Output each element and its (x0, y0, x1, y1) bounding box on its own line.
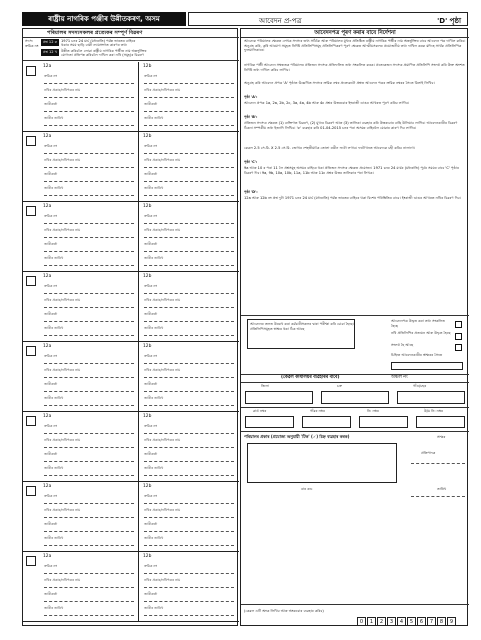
field-line[interactable] (44, 321, 134, 322)
signature-label: সাক্ষৰ (437, 435, 446, 439)
field-label: জাৰীকৰ্তা (44, 382, 58, 386)
field-line[interactable] (144, 153, 234, 154)
answer-12b-label: 12b (143, 344, 152, 349)
verification-box (247, 319, 355, 349)
field-label: জাৰীৰ তাৰিখ (44, 186, 64, 190)
field-line[interactable] (44, 83, 134, 84)
footer-label: (কেৱল এটি অংক লিখিব আৰু অংকবোৰ ব্যৱহাৰ কৰিব) (244, 609, 324, 613)
serial-number-box[interactable] (26, 136, 36, 146)
field-line[interactable] (144, 321, 234, 322)
field-line[interactable] (44, 405, 134, 406)
member-row (23, 342, 239, 412)
field-line[interactable] (44, 97, 134, 98)
field-label: নথিৰ প্ৰকাৰ/নথিপত্ৰৰ নাম (44, 298, 81, 302)
part-b-label: পৃষ্ঠা 'B': (244, 115, 258, 119)
field-label: জাৰীৰ তাৰিখ (44, 256, 64, 260)
field-line[interactable] (144, 587, 234, 588)
field-line[interactable] (144, 167, 234, 168)
field-label: নথিৰ প্ৰকাৰ/নথিপত্ৰৰ নাম (44, 578, 81, 582)
field-label: নথিৰ প্ৰকাৰ/নথিপত্ৰৰ নাম (144, 228, 181, 232)
field-line[interactable] (44, 111, 134, 112)
instruction-para-5: প্ৰতিজন সদস্যৰ ক্ষেত্ৰত (1) ব্যক্তিগত বিৱৰণ, (2) মুখ্যৰ বিৱৰণ আৰু (3) তালিকা ব্যৱহাৰ কৰি উত্তৰবোৰ বাছি উলিয়াব লাগিব। আবেদনকাৰীৰ বিৱৰণ ঠিকনা সম্পৰ্কীয় তথ্য ইত্যাদি লিখিব। 'ক' ব্যৱহাৰ কৰি 01-04-2015 চনৰ পৰা অসমৰ বাহিৰলৈ যোৱাৰ কাৰণ দিব লাগিব। (244, 121, 458, 130)
field-line[interactable] (44, 181, 134, 182)
field-line[interactable] (44, 377, 134, 378)
check-2-label: নথি প্ৰতিলিপিৰ প্ৰত্যয়ন আৰু উদ্ধৃত হৈছে (391, 331, 451, 335)
member-row (23, 202, 239, 272)
signature2-label: প্ৰতিপাদক (421, 451, 436, 455)
office-column-label: উ/ম নি: নম্বৰ (424, 409, 443, 413)
field-label: জাৰীকৰ্তা (144, 592, 158, 596)
office-column-label: গাঁও/চহৰ (413, 384, 427, 388)
answer-12b-label: 12b (143, 554, 152, 559)
answer-12a-cell[interactable] (41, 272, 139, 342)
digit-cell: 2 (377, 617, 386, 626)
form-type-box (188, 12, 468, 26)
receipt-box[interactable] (247, 443, 397, 483)
field-line[interactable] (144, 251, 234, 252)
field-label: জাৰীকৰ্তা (144, 522, 158, 526)
field-label: নথিৰ প্ৰকাৰ/নথিপত্ৰৰ নাম (44, 438, 81, 442)
answer-12a-label: 12a (43, 204, 52, 209)
field-line[interactable] (144, 223, 234, 224)
field-line[interactable] (44, 433, 134, 434)
receipt-prompt: পৰিয়ালৰ প্ৰকাৰ (প্ৰযোজ্য অনুযায়ী 'টিক' (✓) চিহ্ন ব্যৱহাৰ কৰক) (244, 434, 350, 439)
check-2-box[interactable] (455, 333, 462, 340)
field-label: জাৰীৰ তাৰিখ (144, 466, 164, 470)
q12b-text-2: যোগ্যতা প্ৰতিপন্ন কৰিবলৈ দাখিল কৰা নথি (সমূহ)ৰ বিৱৰণ (61, 53, 144, 57)
field-line[interactable] (44, 363, 134, 364)
field-line[interactable] (44, 307, 134, 308)
serial-number-box[interactable] (26, 66, 36, 76)
field-label: জাৰীৰ তাৰিখ (144, 396, 164, 400)
field-label: জাৰীকৰ্তা (144, 242, 158, 246)
field-label: ক্ৰমিক নং (144, 494, 158, 498)
part-d-label: পৃষ্ঠা 'D': (244, 190, 258, 194)
field-line[interactable] (144, 237, 234, 238)
office-column-label: চক্ৰ (337, 384, 342, 388)
member-row (23, 482, 239, 552)
page-label: 'D' পৃষ্ঠা (437, 17, 461, 25)
digit-cell: 6 (417, 617, 426, 626)
answer-12b-cell[interactable] (141, 132, 239, 202)
member-row (23, 552, 239, 622)
field-line[interactable] (44, 237, 134, 238)
office-column-label: গাঁৱৰ নম্বৰ (310, 409, 325, 413)
field-label: জাৰীৰ তাৰিখ (144, 256, 164, 260)
digit-cell: 0 (357, 617, 366, 626)
field-label: ক্ৰমিক নং (144, 354, 158, 358)
serial-number-box[interactable] (26, 486, 36, 496)
field-line[interactable] (144, 601, 234, 602)
answer-12a-label: 12a (43, 274, 52, 279)
field-line[interactable] (44, 531, 134, 532)
digit-cell: 7 (427, 617, 436, 626)
field-label: ক্ৰমিক নং (144, 284, 158, 288)
barcode-label: বাৰ কড (301, 487, 313, 491)
field-label: জাৰীকৰ্তা (44, 592, 58, 596)
field-line[interactable] (144, 461, 234, 462)
field-line[interactable] (44, 265, 134, 266)
office-field-box[interactable] (245, 391, 313, 404)
answer-12a-label: 12a (43, 414, 52, 419)
instruction-para-1: আবেদক পৰিয়ালৰ ক্ষেত্ৰত লেখক সদস্যৰ তথ্য সঠিকৈ আৰু পৰিয়ালৰ মুখ্যৰ প্ৰতিষ্ঠিত ৰাষ্ট্ৰীয় নাগৰিক পঞ্জীৰ নাম অন্তৰ্ভুক্তিৰ বাবে আবেদন পত্ৰ দাখিল কৰিব। অনুগ্ৰহ কৰি, কৃষি আয়োগ সমূহত নিৰ্দিষ্ট প্ৰতিলিপিসমূহ প্ৰতিলিপিকৰণ পূৰণ ক্ষেত্ৰত আত্মীয়সকলৰ প্ৰয়োজনীয় তথ্য দাখিল কৰক যদিহে সাৰ্থক প্ৰতিলিপিক ফুলমালিকাৰে। (244, 39, 466, 53)
field-label: জাৰীৰ তাৰিখ (144, 606, 164, 610)
field-label: ক্ৰমিক নং (144, 424, 158, 428)
field-label: ক্ৰমিক নং (44, 494, 58, 498)
field-line[interactable] (144, 335, 234, 336)
field-label: জাৰীকৰ্তা (44, 102, 58, 106)
answer-12b-cell[interactable] (141, 412, 239, 482)
serial-number-box[interactable] (26, 276, 36, 286)
digit-cell: 1 (367, 617, 376, 626)
sign-note: চিহ্নিত আবেদনকাৰীৰ স্বাক্ষৰৰ সৈতে (391, 353, 443, 357)
field-label: ক্ৰমিক নং (44, 214, 58, 218)
answer-12b-cell[interactable] (141, 482, 239, 552)
field-line[interactable] (144, 531, 234, 532)
field-label: জাৰীৰ তাৰিখ (44, 396, 64, 400)
field-line[interactable] (44, 615, 134, 616)
date-label: তাৰিখ (437, 487, 447, 491)
serial-label: সদস্য ক্ৰমিক নং (25, 39, 39, 48)
field-line[interactable] (144, 405, 234, 406)
instructions-panel (240, 28, 468, 626)
answer-12a-label: 12a (43, 134, 52, 139)
answer-12a-cell[interactable] (41, 552, 139, 622)
field-line[interactable] (144, 265, 234, 266)
member-row (23, 272, 239, 342)
field-label: নথিৰ প্ৰকাৰ/নথিপত্ৰৰ নাম (44, 508, 81, 512)
office-field-box[interactable] (359, 416, 408, 428)
field-line[interactable] (44, 391, 134, 392)
field-line[interactable] (144, 545, 234, 546)
field-label: জাৰীৰ তাৰিখ (144, 186, 164, 190)
answer-12b-label: 12b (143, 64, 152, 69)
field-line[interactable] (144, 293, 234, 294)
field-line[interactable] (144, 391, 234, 392)
field-label: জাৰীকৰ্তা (144, 452, 158, 456)
answer-12b-label: 12b (143, 414, 152, 419)
office-field-box[interactable] (397, 391, 465, 404)
field-label: নথিৰ প্ৰকাৰ/নথিপত্ৰৰ নাম (144, 438, 181, 442)
member-row (23, 62, 239, 132)
field-label: নথিৰ প্ৰকাৰ/নথিপত্ৰৰ নাম (144, 298, 181, 302)
office-field-box[interactable] (245, 416, 294, 428)
field-line[interactable] (144, 503, 234, 504)
answer-12a-cell[interactable] (41, 342, 139, 412)
field-label: নথিৰ প্ৰকাৰ/নথিপত্ৰৰ নাম (144, 508, 181, 512)
member-row (23, 132, 239, 202)
field-line[interactable] (144, 433, 234, 434)
field-label: জাৰীকৰ্তা (144, 312, 158, 316)
check-3-box[interactable] (455, 344, 462, 351)
district-label: অঞ্চল নং (391, 375, 408, 380)
office-field-box[interactable] (302, 416, 351, 428)
answer-12b-cell[interactable] (141, 272, 239, 342)
field-label: ক্ৰমিক নং (44, 74, 58, 78)
answer-12b-cell[interactable] (141, 202, 239, 272)
field-line[interactable] (44, 167, 134, 168)
field-label: ক্ৰমিক নং (44, 564, 58, 568)
office-field-box[interactable] (321, 391, 389, 404)
answer-12a-cell[interactable] (41, 412, 139, 482)
q12a-text-2: থকাৰ সময় ছাড়ি বাকী ন্যায়সংগত কাৰণৰ তথ্য (61, 43, 127, 47)
digit-cell: 9 (447, 617, 456, 626)
field-label: ক্ৰমিক নং (44, 424, 58, 428)
instruction-para-4: আবেদন প্ৰপত্ৰ 1a, 2a, 2b, 2c, 3a, 4a, 4b আৰু 4c প্ৰশ্নৰ উত্তৰবোৰ ইংৰাজী ডাঙৰ আখৰত পূৰণ কৰিব লাগিব। (244, 101, 410, 105)
field-label: জাৰীকৰ্তা (44, 522, 58, 526)
page-header (22, 12, 468, 26)
field-line[interactable] (44, 125, 134, 126)
field-line[interactable] (144, 125, 234, 126)
instruction-para-3: অনুগ্ৰহ কৰি আবেদন প্ৰপত্ৰ 'A' পৃষ্ঠাত উল্লেখিত সদস্যৰ ক্ৰমিক নম্বৰ প্ৰত্যেকটো প্ৰশ্নত আবেদন পত্ৰৰ ক্ৰমিক নম্বৰৰ সৈতে মিলাই লিখিব। (244, 81, 435, 85)
answer-12b-label: 12b (143, 484, 152, 489)
form-type: আবেদন প্ৰ-পত্ৰ (259, 17, 302, 25)
field-label: জাৰীৰ তাৰিখ (144, 326, 164, 330)
field-line[interactable] (44, 461, 134, 462)
field-label: জাৰীকৰ্তা (144, 102, 158, 106)
answer-12a-label: 12a (43, 554, 52, 559)
field-line[interactable] (44, 195, 134, 196)
field-label: জাৰীকৰ্তা (144, 382, 158, 386)
field-line[interactable] (44, 251, 134, 252)
serial-number-box[interactable] (26, 556, 36, 566)
field-line[interactable] (144, 111, 234, 112)
field-label: নথিৰ প্ৰকাৰ/নথিপত্ৰৰ নাম (44, 158, 81, 162)
field-label: জাৰীকৰ্তা (44, 452, 58, 456)
q12b-tag: প্ৰশ্ন 12 খ (42, 50, 58, 54)
check-1-label: আবেদনপত্ৰ উদ্ধৃত কৰা তথ্য সংকলিত হৈছে (391, 319, 445, 328)
digit-cell: 4 (397, 617, 406, 626)
field-label: ক্ৰমিক নং (144, 214, 158, 218)
office-column-label: নি: নম্বৰ (367, 409, 379, 413)
office-field-box[interactable] (416, 416, 465, 428)
field-line[interactable] (144, 447, 234, 448)
field-line[interactable] (144, 475, 234, 476)
field-line[interactable] (144, 573, 234, 574)
field-label: ক্ৰমিক নং (144, 564, 158, 568)
field-label: নথিৰ প্ৰকাৰ/নথিপত্ৰৰ নাম (44, 368, 81, 372)
part-a-label: পৃষ্ঠা 'A': (244, 95, 258, 99)
instructions-title: আবেদনপত্ৰ পূৰণ কৰাৰ বাবে নিৰ্দেশনা (314, 30, 396, 36)
digit-cell: 3 (387, 617, 396, 626)
field-label: নথিৰ প্ৰকাৰ/নথিপত্ৰৰ নাম (144, 88, 181, 92)
serial-number-box[interactable] (26, 416, 36, 426)
office-column-label: জিলা (261, 384, 269, 388)
answer-12a-label: 12a (43, 344, 52, 349)
answer-12b-cell[interactable] (141, 62, 239, 132)
field-line[interactable] (44, 601, 134, 602)
field-line[interactable] (44, 293, 134, 294)
answer-12b-label: 12b (143, 274, 152, 279)
field-label: ক্ৰমিক নং (44, 144, 58, 148)
field-line[interactable] (144, 97, 234, 98)
field-line[interactable] (44, 223, 134, 224)
field-label: জাৰীকৰ্তা (44, 242, 58, 246)
field-line[interactable] (144, 377, 234, 378)
check-3-label: সংলগ্ন হৈ আছে (391, 343, 414, 347)
field-label: নথিৰ প্ৰকাৰ/নথিপত্ৰৰ নাম (144, 158, 181, 162)
field-label: জাৰীকৰ্তা (44, 172, 58, 176)
answer-12b-label: 12b (143, 204, 152, 209)
serial-number-box[interactable] (26, 346, 36, 356)
answer-12a-cell[interactable] (41, 62, 139, 132)
field-line[interactable] (144, 615, 234, 616)
field-line[interactable] (144, 195, 234, 196)
field-label: জাৰীৰ তাৰিখ (44, 536, 64, 540)
field-line[interactable] (44, 475, 134, 476)
field-line[interactable] (144, 517, 234, 518)
answer-12a-label: 12a (43, 64, 52, 69)
field-line[interactable] (144, 363, 234, 364)
sign-box[interactable] (391, 362, 463, 370)
instruction-para-8: 12a আৰু 12b নং প্ৰশ্ন দুটা 1971 চনৰ 24 মাৰ্চ (মধ্যৰাতি) পৰ্যন্ত ভাৰতৰ বাহিৰে থকা বিশেষ পৰিস্থিতিৰ বাবে। ইংৰাজী ডাঙৰ আখৰত নথিৰ বিৱৰণ দিব। (244, 196, 461, 200)
answer-12a-cell[interactable] (41, 202, 139, 272)
q12a-text-1: 1971 চনৰ 24 মাৰ্চ (মধ্যৰাতি) পৰ্যন্ত ভাৰতৰ বাহিৰে (61, 39, 136, 43)
field-line[interactable] (44, 503, 134, 504)
field-label: জাৰীৰ তাৰিখ (144, 116, 164, 120)
answer-12a-label: 12a (43, 484, 52, 489)
digit-cell: 5 (407, 617, 416, 626)
field-label: ক্ৰমিক নং (144, 144, 158, 148)
field-line[interactable] (44, 153, 134, 154)
section-title: পৰিয়ালৰ সদস্যসকলৰ প্ৰত্যেকৰ সম্পূৰ্ণ বিৱৰণ (47, 30, 143, 36)
field-line[interactable] (144, 83, 234, 84)
field-line[interactable] (44, 587, 134, 588)
serial-number-box[interactable] (26, 206, 36, 216)
field-label: নথিৰ প্ৰকাৰ/নথিপত্ৰৰ নাম (144, 368, 181, 372)
field-label: জাৰীৰ তাৰিখ (44, 326, 64, 330)
field-label: নথিৰ প্ৰকাৰ/নথিপত্ৰৰ নাম (44, 228, 81, 232)
check-1-box[interactable] (455, 321, 462, 328)
instruction-para-6: কেৱল 2.5 সে.মি. X 2.5 সে.মি. জোখৰ শেহতীয়াকৈ তোলা ৰঙীন ফটো লগাব। ফটোখনত আবেদকে চহী কৰিব নালাগে। (244, 146, 416, 150)
verification-prompt: আবেদনৰ তলত উল্লেখ কৰা কৰ্মচাৰীসকলৰ দ্বাৰা পৰীক্ষা কৰি চোৱা হৈছে। প্ৰতিলিপিসমূহত স্বাক্ষৰ থকা ঠিক আছে (250, 322, 355, 331)
field-label: ক্ৰমিক নং (44, 354, 58, 358)
field-label: জাৰীৰ তাৰিখ (144, 536, 164, 540)
part-c-label: পৃষ্ঠা 'C': (244, 160, 258, 164)
field-line[interactable] (44, 335, 134, 336)
field-label: জাৰীকৰ্তা (44, 312, 58, 316)
q12a-tag: প্ৰশ্ন 12 ক (42, 40, 58, 44)
member-row (23, 412, 239, 482)
field-line[interactable] (44, 545, 134, 546)
answer-12b-cell[interactable] (141, 342, 239, 412)
field-label: জাৰীৰ তাৰিখ (44, 606, 64, 610)
field-line[interactable] (144, 181, 234, 182)
answer-12a-cell[interactable] (41, 132, 139, 202)
field-line[interactable] (44, 573, 134, 574)
field-label: নথিৰ প্ৰকাৰ/নথিপত্ৰৰ নাম (44, 88, 81, 92)
field-line[interactable] (144, 307, 234, 308)
field-label: নথিৰ প্ৰকাৰ/নথিপত্ৰৰ নাম (144, 578, 181, 582)
page-title: ৰাষ্ট্ৰীয় নাগৰিক পঞ্জীৰ উন্নীতকৰণ, অসম (22, 12, 186, 26)
q12b-text-1: উন্নীত কৰিবলৈ লোৱা ৰাষ্ট্ৰীয় নাগৰিক পঞ্জীত নাম অন্তৰ্ভুক্তিৰ (61, 49, 147, 53)
office-use-label: (কেৱল কাৰ্যালয়ৰ ব্যৱহাৰৰ বাবে) (281, 375, 340, 380)
answer-12b-label: 12b (143, 134, 152, 139)
digit-strip (357, 608, 457, 627)
field-line[interactable] (44, 517, 134, 518)
instruction-para-2: নাগৰিক পঞ্জী আবেদন সম্বন্ধতক পৰিয়ালৰ প্ৰতিজন সদস্যৰ প্ৰতিফলিত তথ্য সংকলিত কৰক। প্ৰত্যেকজন সদস্যৰ প্ৰমাণিত প্ৰতিলিপি সংলগ্ন কৰি উক্ত অংশত নিৰ্দিষ্ট তথ্য দাখিল কৰিব লাগিব। (244, 63, 465, 72)
field-line[interactable] (44, 447, 134, 448)
answer-12a-cell[interactable] (41, 482, 139, 552)
office-column-label: ৱাৰ্ড নম্বৰ (253, 409, 267, 413)
field-label: জাৰীকৰ্তা (144, 172, 158, 176)
instruction-para-7: 9a আৰু 10 ৰ পৰা 11 লৈ প্ৰশ্নসমূহ অসমৰ বাহিৰে থকা প্ৰতিজন সদস্যৰ ক্ষেত্ৰত প্ৰযোজ্য। 1971 চনৰ 24 মাৰ্চৰ (মধ্যৰাতি) পূৰ্বৰ সময়ৰ বাবে 'C' পৃষ্ঠাৰ বিৱৰণ দিব। 9a, 9b, 10a, 10b, 11a, 11b আৰু 11c প্ৰশ্নৰ উত্তৰ তালিকাৰ পৰা লিখক। (244, 166, 459, 175)
field-label: জাৰীৰ তাৰিখ (44, 116, 64, 120)
field-label: জাৰীৰ তাৰিখ (44, 466, 64, 470)
answer-12b-cell[interactable] (141, 552, 239, 622)
member-details-panel (22, 28, 238, 626)
digit-cell: 8 (437, 617, 446, 626)
field-label: ক্ৰমিক নং (144, 74, 158, 78)
field-label: ক্ৰমিক নং (44, 284, 58, 288)
